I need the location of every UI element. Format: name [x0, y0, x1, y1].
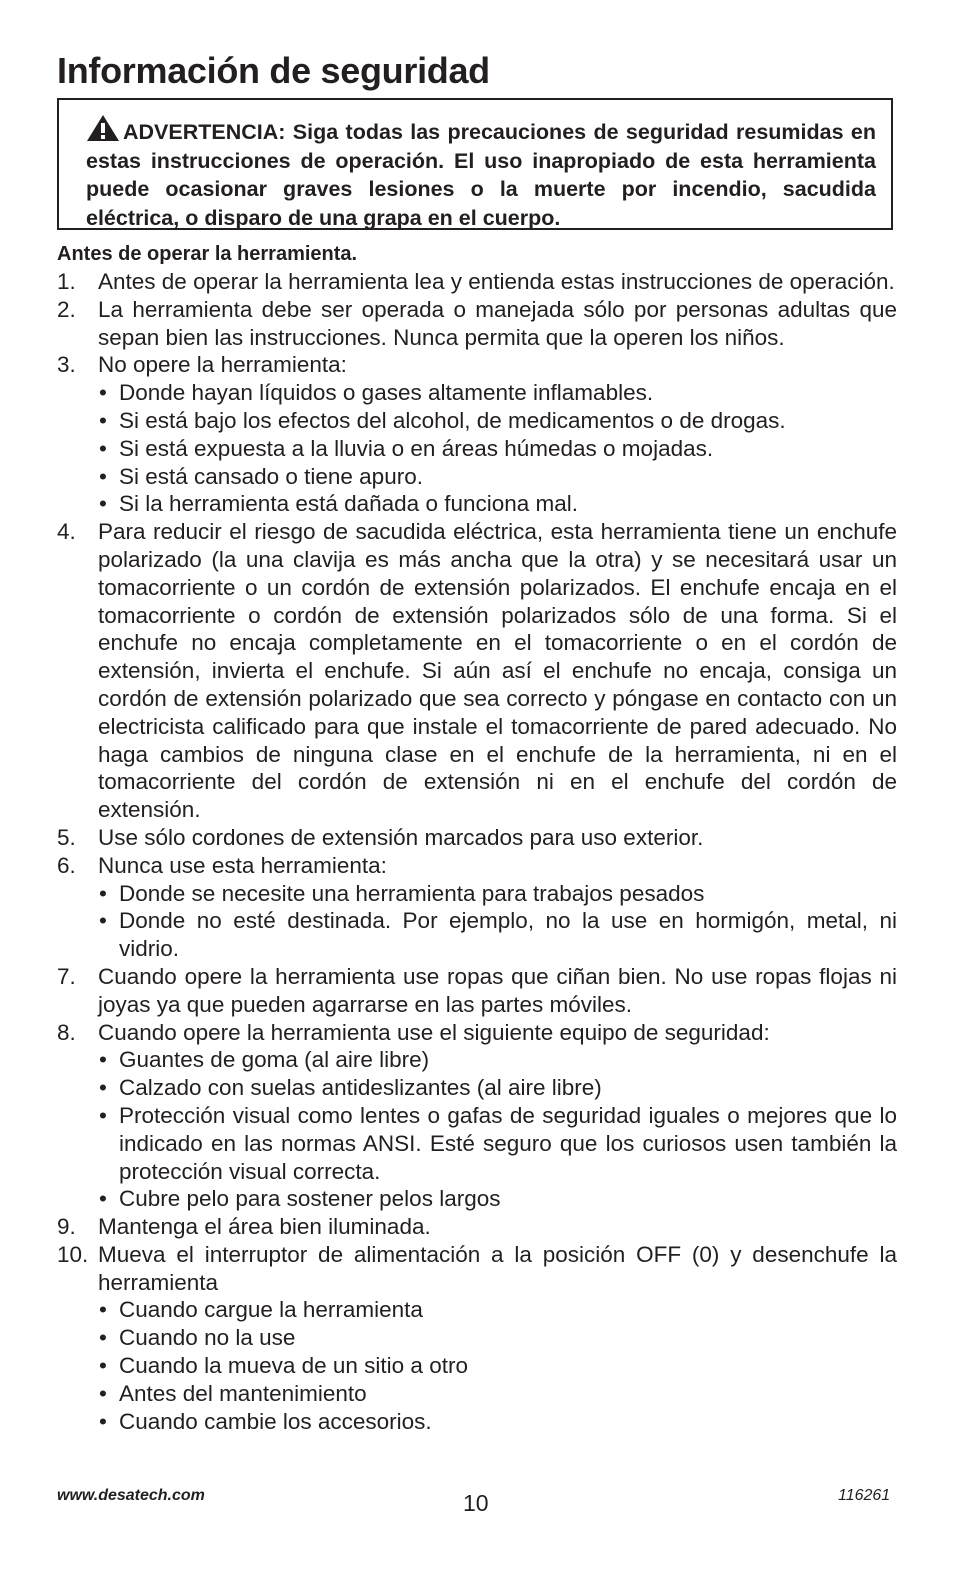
item-number: 2.: [57, 296, 76, 322]
footer-page-number: 10: [463, 1490, 489, 1516]
bullet-text: Protección visual como lentes o gafas de seguridad iguales o mejores que lo indicado en las normas ANSI. Esté seguro que los curiosos usen también la protección visual correcta.: [119, 1102, 897, 1184]
bullet-item: [98, 379, 897, 407]
bullet-text: Si la herramienta está dañada o funciona mal.: [119, 491, 579, 517]
bullet-text: Si está bajo los efectos del alcohol, de medicamentos o de drogas.: [119, 407, 786, 433]
bullet-text: Donde hayan líquidos o gases altamente inflamables.: [119, 380, 654, 406]
item-text: Mantenga el área bien iluminada.: [98, 1214, 431, 1240]
bullet-text: Donde no esté destinada. Por ejemplo, no la use en hormigón, metal, ni vidrio.: [119, 908, 897, 962]
warning-box: [57, 98, 893, 230]
bullet-item: [98, 880, 897, 908]
bullet-item: [98, 907, 897, 963]
bullet-dot: •: [99, 1102, 107, 1128]
footer-website: www.desatech.com: [57, 1487, 205, 1504]
item-number: 8.: [57, 1019, 76, 1045]
bullet-item: [98, 1380, 897, 1408]
bullet-dot: •: [99, 1297, 107, 1323]
bullet-dot: •: [99, 1380, 107, 1406]
bullet-dot: •: [99, 380, 107, 406]
item-number: 1.: [57, 269, 76, 294]
bullet-dot: •: [99, 1075, 107, 1101]
item-text: Para reducir el riesgo de sacudida eléctrica, esta herramienta tiene un enchufe polarizado (la una clavija es más ancha que la otra) y se necesitará usar un tomacorriente o un cordón de extensión polarizados. El enchufe encaja en el tomacorriente o cordón de extensión polarizados sólo de una forma. Si el enchufe no encaja completamente en el tomacorriente o en el cordón de extensión, invierta el enchufe. Si aún así el enchufe no encaja, consiga un cordón de extensión polarizado que sea correcto y póngase en contacto con un electricista calificado para que instale el tomacorriente de pared adecuado. No haga cambios de ninguna clase en el enchufe de la herramienta, ni en el tomacorriente del cordón de extensión ni en el enchufe del cordón de extensión.: [98, 519, 897, 823]
warning-triangle-icon: [86, 114, 120, 142]
item-number: 3.: [57, 352, 76, 378]
bullet-text: Cuando cargue la herramienta: [119, 1297, 423, 1323]
item-text: Antes de operar la herramienta lea y entienda estas instrucciones de operación.: [98, 269, 895, 294]
bullet-dot: •: [99, 1047, 107, 1073]
bullet-dot: •: [99, 1186, 107, 1212]
warning-text: ADVERTENCIA: Siga todas las precauciones de seguridad resumidas en estas instrucciones de operación. El uso inapropiado de esta herramienta puede ocasionar graves lesiones o la muerte por incendio, sacudida eléctrica, o disparo de una grapa en el cuerpo.: [86, 120, 876, 230]
item-text: Mueva el interruptor de alimentación a la posición OFF (0) y desenchufe la herramienta: [98, 1241, 897, 1295]
list-item: [57, 268, 897, 296]
list-item: [57, 824, 897, 852]
bullet-text: Calzado con suelas antideslizantes (al aire libre): [119, 1075, 602, 1101]
bullet-dot: •: [99, 435, 107, 461]
list-item: [57, 852, 897, 963]
bullet-text: Si está cansado o tiene apuro.: [119, 463, 423, 489]
bullet-item: [98, 1185, 897, 1213]
bullet-item: [98, 1408, 897, 1436]
item-text: No opere la herramienta:: [98, 352, 347, 378]
bullet-text: Cuando no la use: [119, 1325, 296, 1351]
list-item: [57, 1213, 897, 1241]
bullet-list: [98, 1046, 897, 1213]
bullet-item: [98, 1296, 897, 1324]
bullet-item: [98, 407, 897, 435]
bullet-list: [98, 379, 897, 518]
bullet-list: [98, 1296, 897, 1435]
list-item: [57, 518, 897, 824]
list-item: [57, 351, 897, 518]
bullet-dot: •: [99, 491, 107, 517]
bullet-text: Si está expuesta a la lluvia o en áreas húmedas o mojadas.: [119, 435, 714, 461]
item-number: 6.: [57, 852, 76, 878]
bullet-text: Antes del mantenimiento: [119, 1380, 367, 1406]
item-number: 9.: [57, 1214, 76, 1240]
item-number: 4.: [57, 519, 76, 545]
item-number: 10.: [57, 1241, 89, 1267]
footer-doc-number: 116261: [838, 1487, 891, 1504]
section-heading: Antes de operar la herramienta.: [57, 243, 358, 265]
item-text: Use sólo cordones de extensión marcados para uso exterior.: [98, 824, 704, 850]
bullet-item: [98, 1074, 897, 1102]
safety-list: [57, 268, 897, 1435]
bullet-text: Guantes de goma (al aire libre): [119, 1047, 430, 1073]
item-text: Nunca use esta herramienta:: [98, 852, 387, 878]
bullet-text: Donde se necesite una herramienta para trabajos pesados: [119, 880, 705, 906]
bullet-item: [98, 1046, 897, 1074]
item-number: 7.: [57, 963, 76, 989]
bullet-text: Cubre pelo para sostener pelos largos: [119, 1186, 501, 1212]
bullet-item: [98, 435, 897, 463]
list-item: [57, 1241, 897, 1436]
item-number: 5.: [57, 824, 76, 850]
bullet-item: [98, 490, 897, 518]
bullet-dot: •: [99, 1353, 107, 1379]
bullet-dot: •: [99, 1325, 107, 1351]
bullet-item: [98, 1324, 897, 1352]
item-text: Cuando opere la herramienta use ropas que ciñan bien. No use ropas flojas ni joyas ya que pueden agarrarse en las partes móviles.: [98, 963, 897, 1017]
list-item: [57, 296, 897, 352]
list-item: [57, 1019, 897, 1214]
item-text: La herramienta debe ser operada o manejada sólo por personas adultas que sepan bien las instrucciones. Nunca permita que la operen los niños.: [98, 296, 897, 350]
bullet-dot: •: [99, 407, 107, 433]
page-title: Información de seguridad: [57, 50, 490, 91]
bullet-text: Cuando cambie los accesorios.: [119, 1408, 432, 1434]
bullet-text: Cuando la mueva de un sitio a otro: [119, 1353, 468, 1379]
bullet-dot: •: [99, 1408, 107, 1434]
list-item: [57, 963, 897, 1019]
bullet-item: [98, 1352, 897, 1380]
bullet-list: [98, 880, 897, 963]
bullet-dot: •: [99, 880, 107, 906]
bullet-dot: •: [99, 908, 107, 934]
warning-text-block: [86, 114, 876, 232]
bullet-item: [98, 1102, 897, 1185]
item-text: Cuando opere la herramienta use el siguiente equipo de seguridad:: [98, 1019, 770, 1045]
bullet-item: [98, 463, 897, 491]
bullet-dot: •: [99, 463, 107, 489]
